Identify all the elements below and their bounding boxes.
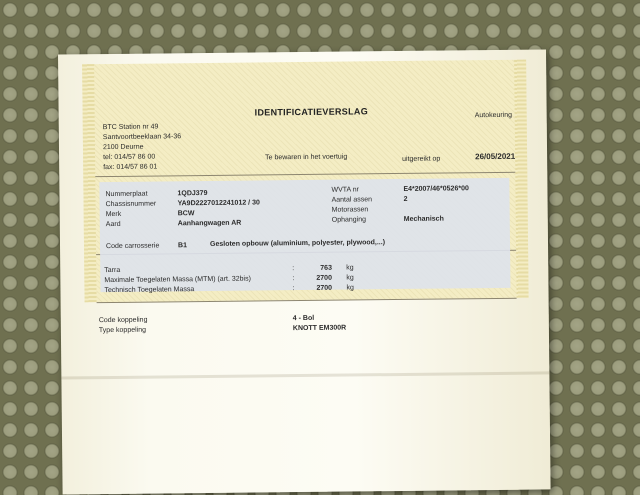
ttm-label: Technisch Toegelaten Massa — [104, 286, 195, 295]
brand-value: BCW — [177, 210, 195, 218]
chassis-label: Chassisnummer — [105, 200, 157, 209]
security-stripe-right — [514, 60, 528, 298]
identification-report-document — [58, 49, 551, 494]
sender-line: 2100 Deurne — [102, 143, 144, 152]
unit-label: kg — [346, 274, 354, 282]
issued-date: 26/05/2021 — [475, 151, 516, 162]
body-code-label: Code carrosserie — [105, 242, 160, 251]
plate-value: 1QDJ379 — [177, 189, 208, 198]
brand-label: Merk — [105, 210, 122, 219]
tarra-label: Tarra — [104, 266, 121, 275]
separator: : — [292, 275, 295, 283]
chassis-value: YA9D2227012241012 / 30 — [177, 199, 260, 208]
motor-axles-label: Motorassen — [331, 206, 369, 214]
suspension-label: Ophanging — [331, 216, 367, 224]
issued-label: uitgereikt op — [402, 155, 441, 163]
separator: : — [292, 285, 295, 293]
sender-line: fax: 014/57 86 01 — [103, 163, 158, 172]
coupling-type-label: Type koppeling — [98, 326, 147, 335]
plate-label: Nummerplaat — [105, 190, 148, 199]
body-description: Gesloten opbouw (aluminium, polyester, plywood,...) — [209, 239, 386, 248]
unit-label: kg — [346, 284, 354, 292]
mtm-label: Maximale Toegelaten Massa (MTM) (art. 32bis) — [104, 275, 251, 285]
suspension-value: Mechanisch — [403, 215, 444, 223]
coupling-code-label: Code koppeling — [98, 316, 148, 325]
sender-line: tel: 014/57 86 00 — [103, 153, 156, 162]
kind-value: Aanhangwagen AR — [177, 219, 242, 228]
wvta-value: E4*2007/46*0526*00 — [403, 185, 469, 193]
sender-line: Santvoortbeeklaan 34-36 — [102, 133, 182, 142]
axles-label: Aantal assen — [331, 196, 373, 204]
organisation-label: Autokeuring — [474, 111, 513, 120]
axles-value: 2 — [403, 195, 408, 203]
coupling-type-value: KNOTT EM300R — [292, 324, 347, 333]
security-stripe-left — [82, 64, 96, 302]
divider-line — [95, 172, 515, 177]
separator: : — [292, 265, 295, 273]
wvta-label: WVTA nr — [331, 186, 359, 194]
sender-line: BTC Station nr 49 — [102, 123, 159, 132]
mtm-value: 2700 — [316, 274, 332, 282]
kind-label: Aard — [105, 220, 121, 229]
document-title: IDENTIFICATIEVERSLAG — [254, 106, 369, 118]
unit-label: kg — [346, 264, 354, 272]
body-code-value: B1 — [177, 242, 188, 250]
coupling-code-value: 4 - Bol — [292, 314, 315, 323]
keep-in-vehicle-note: Te bewaren in het voertuig — [265, 153, 348, 162]
tarra-value: 763 — [320, 264, 332, 272]
ttm-value: 2700 — [316, 284, 333, 292]
